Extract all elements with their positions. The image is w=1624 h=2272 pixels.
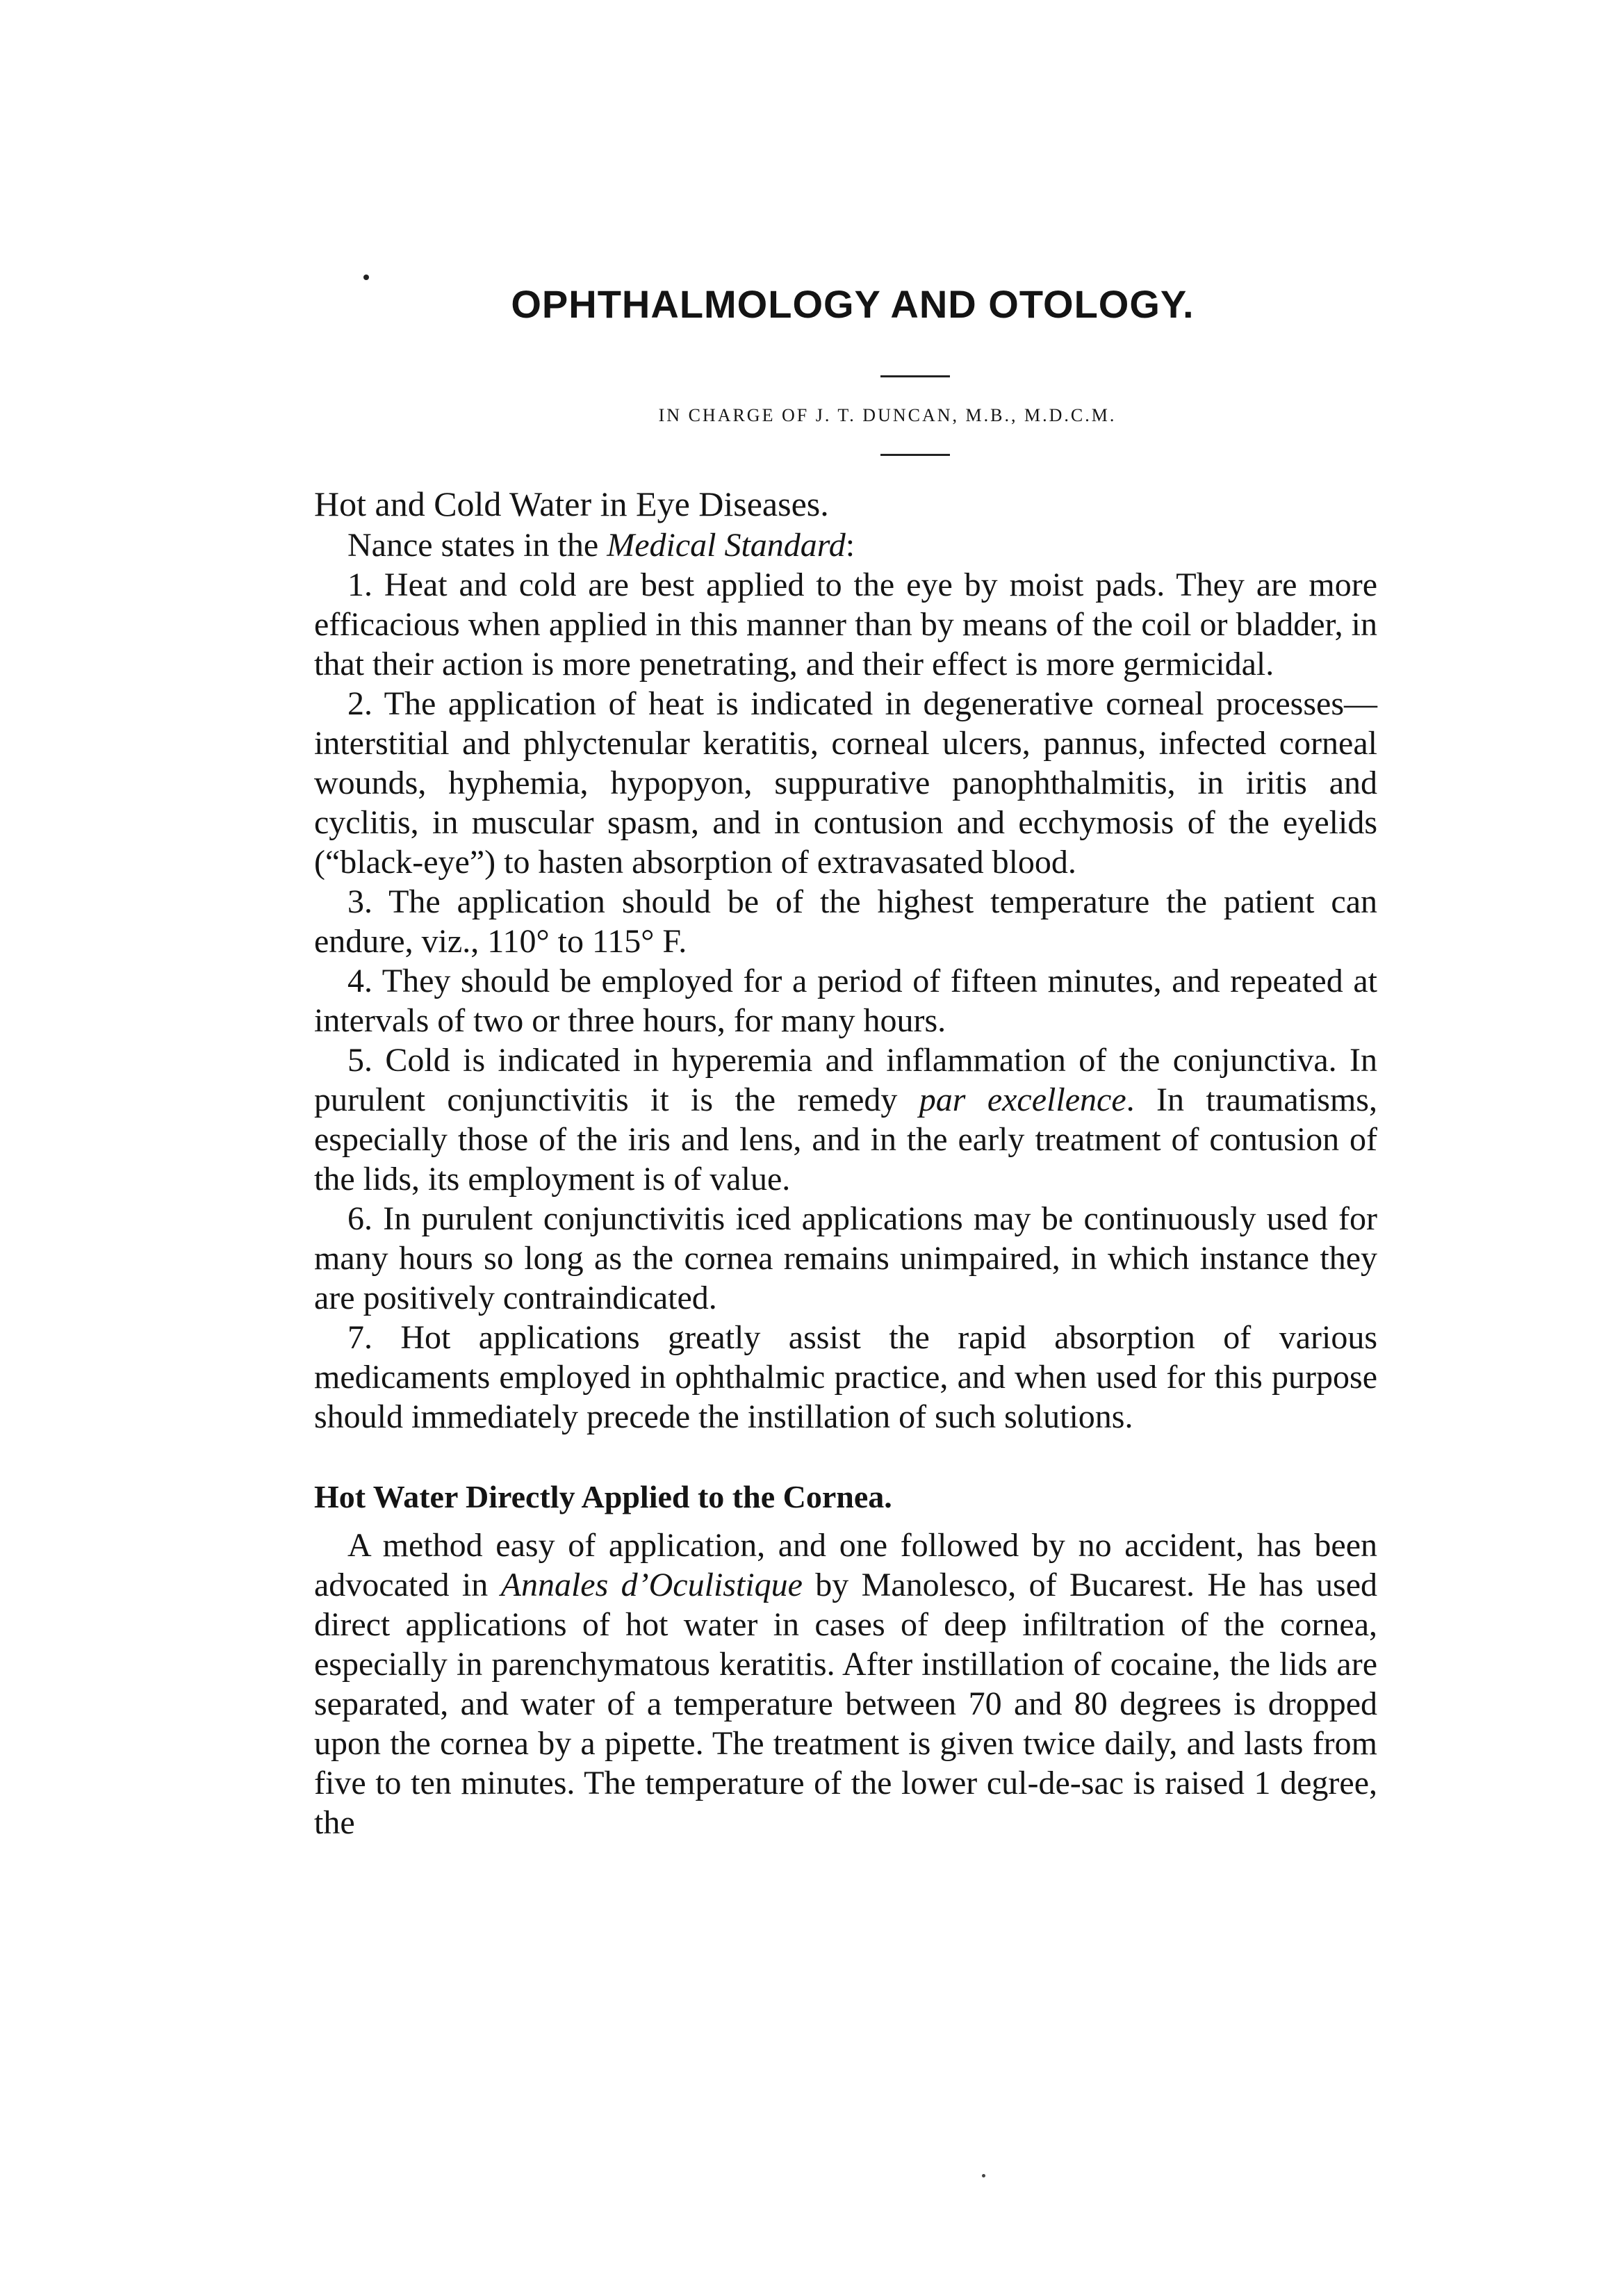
numbered-item-6: 6. In purulent conjunctivitis iced applications may be continuously used for many hours so long as the cornea remains unimpaired, in which instance they are positively contraindicated.	[314, 1200, 1377, 1316]
item5-italic-phrase: par excellence	[919, 1081, 1126, 1118]
intro-text-after: :	[845, 527, 855, 564]
numbered-item-5	[314, 1040, 1377, 1199]
numbered-item-1: 1. Heat and cold are best applied to the eye by moist pads. They are more efficacious when applied in this manner than by means of the coil or bladder, in that their action is more penetrating, and their effect is more germicidal.	[314, 566, 1377, 683]
section2-paragraph	[314, 1526, 1377, 1842]
numbered-item-7: 7. Hot applications greatly assist the rapid absorption of various medicaments employed in ophthalmic practice, and when used for this purpose should immediately precede the instillation of such solutions.	[314, 1319, 1377, 1435]
page-title: OPHTHALMOLOGY AND OTOLOGY.	[511, 282, 1195, 326]
section-heading-hot-cold-water: Hot and Cold Water in Eye Diseases.	[314, 484, 829, 523]
item5-text-after: . In traumatisms, especially those of the iris and lens, and in the early treatment of contusion of the lids, its employment is of value.	[314, 1081, 1377, 1198]
section2-text-before: A method easy of application, and one followed by no accident, has been advocated in	[314, 1527, 1377, 1603]
numbered-item-4: 4. They should be employed for a period of fifteen minutes, and repeated at intervals of two or three hours, for many hours.	[314, 963, 1377, 1039]
title-divider	[880, 375, 950, 377]
item5-text-before: 5. Cold is indicated in hyperemia and inflammation of the conjunctiva. In purulent conjunctivitis it is the remedy	[314, 1042, 1377, 1118]
section2-source-title: Annales d’Oculistique	[500, 1567, 803, 1603]
section-heading-hot-water-cornea: Hot Water Directly Applied to the Cornea.	[314, 1479, 892, 1514]
stray-dot-mark-bottom	[982, 2174, 985, 2177]
intro-text-before: Nance states in the	[347, 527, 607, 564]
numbered-item-3: 3. The application should be of the highest temperature the patient can endure, viz., 110° to 115° F.	[314, 883, 1377, 960]
document-page	[314, 281, 1377, 1842]
intro-source-title: Medical Standard	[607, 527, 846, 564]
editor-byline: IN CHARGE OF J. T. DUNCAN, M.B., M.D.C.M.	[658, 405, 1117, 425]
numbered-item-2: 2. The application of heat is indicated in degenerative corneal processes—interstitial and phlyctenular keratitis, corneal ulcers, pannus, infected corneal wounds, hyphemia, hypopyon, suppurative panophthalmitis, in iritis and cyclitis, in muscular spasm, and in contusion and ecchymosis of the eyelids (“black-eye”) to hasten absorption of extravasated blood.	[314, 685, 1377, 881]
byline-divider	[880, 454, 950, 456]
section2-text-after: by Manolesco, of Bucarest. He has used direct applications of hot water in cases of deep infiltration of the cornea, especially in parenchymatous keratitis. After instillation of cocaine, the lids are separated, and water of a temperature between 70 and 80 degrees is dropped upon the cornea by a pipette. The treatment is given twice daily, and lasts from five to ten minutes. The temperature of the lower cul-de-sac is raised 1 degree, the	[314, 1567, 1378, 1841]
stray-dot-mark	[363, 275, 369, 280]
section1-intro	[314, 525, 1377, 565]
